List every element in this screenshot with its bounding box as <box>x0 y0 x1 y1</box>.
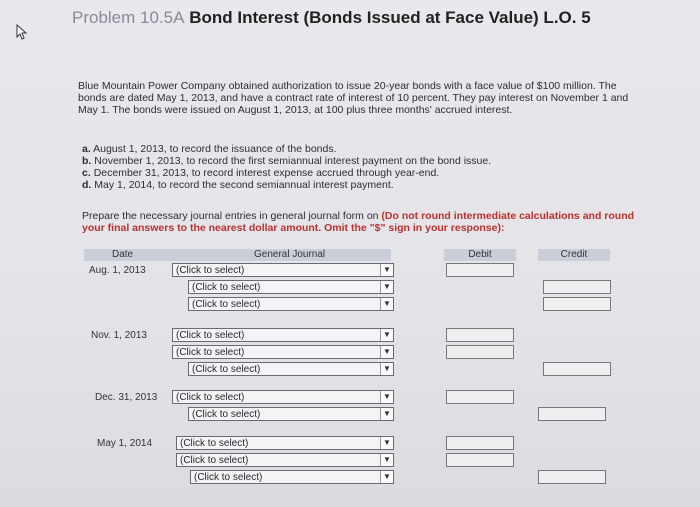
debit-column-header: Debit <box>444 249 516 261</box>
account-select[interactable]: (Click to select) ▼ <box>172 345 394 359</box>
entry-date: Dec. 31, 2013 <box>95 392 158 403</box>
credit-input[interactable] <box>543 280 611 294</box>
requirement-b: b. November 1, 2013, to record the first semiannual interest payment on the bond issue. <box>82 155 492 167</box>
problem-description: Blue Mountain Power Company obtained authorization to issue 20-year bonds with a face value of $100 million. The bonds are dated May 1, 2013, and have a contract rate of interest of 10 percent. They pay interest on November 1 and May 1. The bonds were issued on August 1, 2013, at 100 plus three months' accrued interest. <box>78 80 629 116</box>
entry-date: May 1, 2014 <box>97 438 153 449</box>
chevron-down-icon: ▼ <box>380 298 393 310</box>
credit-input[interactable] <box>538 407 606 421</box>
credit-column-header: Credit <box>538 249 610 261</box>
chevron-down-icon: ▼ <box>380 437 393 449</box>
credit-input[interactable] <box>543 362 611 376</box>
chevron-down-icon: ▼ <box>380 264 393 276</box>
account-select[interactable]: (Click to select) ▼ <box>176 436 394 450</box>
general-journal-column-header: General Journal <box>254 249 326 260</box>
date-column-header: Date <box>112 249 134 260</box>
chevron-down-icon: ▼ <box>380 471 393 483</box>
debit-input[interactable] <box>446 390 514 404</box>
mouse-pointer-icon <box>16 24 28 40</box>
chevron-down-icon: ▼ <box>380 346 393 358</box>
debit-input[interactable] <box>446 453 514 467</box>
account-select[interactable]: (Click to select) ▼ <box>172 328 394 342</box>
problem-number: Problem 10.5A <box>72 8 185 27</box>
requirement-c: c. December 31, 2013, to record interest expense accrued through year-end. <box>82 167 440 179</box>
chevron-down-icon: ▼ <box>380 408 393 420</box>
chevron-down-icon: ▼ <box>380 329 393 341</box>
problem-title: Bond Interest (Bonds Issued at Face Value) L.O. 5 <box>189 8 591 27</box>
chevron-down-icon: ▼ <box>380 391 393 403</box>
page-title <box>72 8 591 28</box>
entry-date: Nov. 1, 2013 <box>91 330 147 341</box>
requirement-d: d. May 1, 2014, to record the second semiannual interest payment. <box>82 179 394 191</box>
account-select[interactable]: (Click to select) ▼ <box>188 297 394 311</box>
chevron-down-icon: ▼ <box>380 281 393 293</box>
journal-header-bar <box>84 249 391 261</box>
debit-input[interactable] <box>446 345 514 359</box>
account-select[interactable]: (Click to select) ▼ <box>176 453 394 467</box>
account-select[interactable]: (Click to select) ▼ <box>188 407 394 421</box>
debit-input[interactable] <box>446 328 514 342</box>
account-select[interactable]: (Click to select) ▼ <box>188 362 394 376</box>
entry-date: Aug. 1, 2013 <box>89 265 146 276</box>
requirements-list <box>82 143 602 191</box>
debit-input[interactable] <box>446 436 514 450</box>
chevron-down-icon: ▼ <box>380 363 393 375</box>
requirement-a: a. August 1, 2013, to record the issuance of the bonds. <box>82 143 337 155</box>
instructions: Prepare the necessary journal entries in general journal form on (Do not round intermediate calculations and round your final answers to the nearest dollar amount. Omit the "$" sign in your response): <box>82 210 635 234</box>
account-select[interactable]: (Click to select) ▼ <box>188 280 394 294</box>
account-select[interactable]: (Click to select) ▼ <box>172 390 394 404</box>
account-select[interactable]: (Click to select) ▼ <box>172 263 394 277</box>
account-select[interactable]: (Click to select) ▼ <box>190 470 394 484</box>
chevron-down-icon: ▼ <box>380 454 393 466</box>
credit-input[interactable] <box>538 470 606 484</box>
credit-input[interactable] <box>543 297 611 311</box>
debit-input[interactable] <box>446 263 514 277</box>
